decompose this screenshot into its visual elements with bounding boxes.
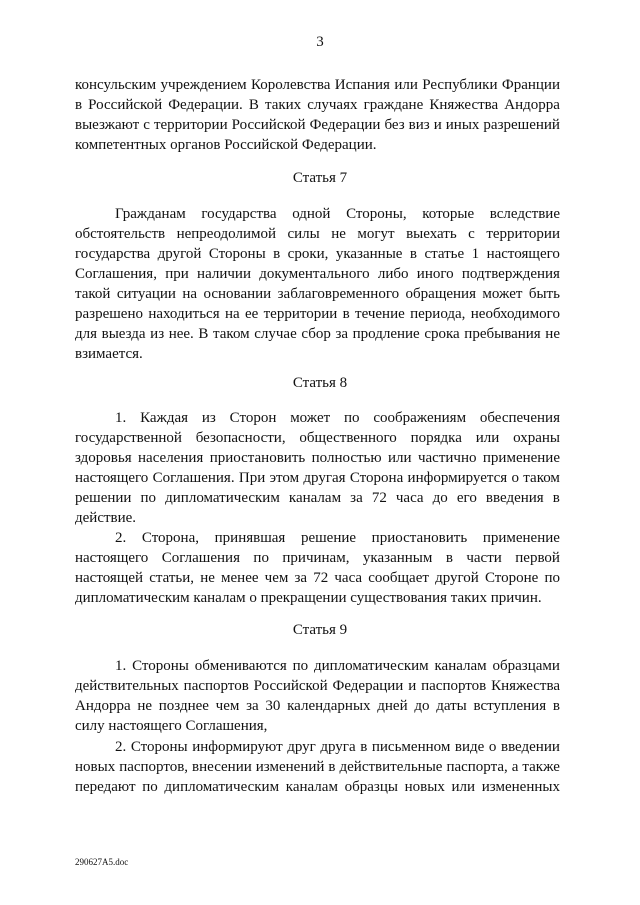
article-9-paragraph-1 — [75, 656, 560, 736]
text-line: дипломатическим каналам о прекращении существования таких причин. — [75, 590, 542, 606]
text-line: новых паспортов, внесении изменений в действительные паспорта, а также — [75, 759, 560, 775]
article-8-paragraph-1 — [75, 408, 560, 528]
text-line: в Российской Федерации. В таких случаях граждане Княжества Андорра — [75, 97, 560, 113]
text-line: обстоятельств непреодолимой силы не могут выехать с территории — [75, 226, 560, 242]
text-line: компетентных органов Российской Федерации. — [75, 137, 377, 153]
text-line: 2. Сторона, принявшая решение приостановить применение — [115, 530, 560, 546]
text-line: такой ситуации на основании заблаговременного обращения может быть — [75, 286, 560, 302]
article-8-paragraph-2 — [75, 528, 560, 608]
text-line: разрешено находиться на ее территории в течение периода, необходимого — [75, 306, 560, 322]
page-number: 3 — [316, 34, 324, 50]
article-9-paragraph-2 — [75, 737, 560, 797]
text-line: передают по дипломатическим каналам образцы новых или измененных — [75, 779, 560, 795]
text-line: действительных паспортов Российской Федерации и паспортов Княжества — [75, 678, 560, 694]
text-line: выезжают с территории Российской Федерации без виз и иных разрешений — [75, 117, 560, 133]
text-line: консульским учреждением Королевства Испания или Республики Франции — [75, 77, 560, 93]
document-filename: 290627A5.doc — [75, 857, 129, 867]
text-line: настоящего Соглашения по причинам, указанным в части первой — [75, 550, 560, 566]
text-line: силу настоящего Соглашения, — [75, 718, 268, 734]
text-line: настоящего Соглашения. При этом другая Сторона информируется о таком — [75, 470, 560, 486]
text-line: 1. Каждая из Сторон может по соображениям обеспечения — [115, 410, 560, 426]
text-line: Соглашения, при наличии документального либо иного подтверждения — [75, 266, 560, 282]
text-line: действие. — [75, 510, 137, 526]
text-line: 2. Стороны информируют друг друга в письменном виде о введении — [115, 739, 560, 755]
article-7-heading: Статья 7 — [292, 170, 348, 186]
text-line: 1. Стороны обмениваются по дипломатическим каналам образцами — [115, 658, 560, 674]
text-line: для выезда из нее. В таком случае сбор за продление срока пребывания не — [75, 326, 560, 342]
text-line: здоровья населения приостановить полностью или частично применение — [75, 450, 560, 466]
text-line: решении по дипломатическим каналам за 72 часа до его введения в — [75, 490, 560, 506]
text-line: настоящей статьи, не менее чем за 72 часа сообщает другой Стороне по — [75, 570, 560, 586]
article-7-paragraph — [75, 204, 560, 364]
article-8-heading: Статья 8 — [292, 375, 348, 391]
intro-paragraph — [75, 75, 560, 155]
text-line: государственной безопасности, общественного порядка или охраны — [75, 430, 560, 446]
text-line: Андорра не позднее чем за 30 календарных дней до даты вступления в — [75, 698, 560, 714]
text-line: Гражданам государства одной Стороны, которые вследствие — [115, 206, 560, 222]
text-line: взимается. — [75, 346, 143, 362]
article-9-heading: Статья 9 — [292, 622, 348, 638]
text-line: государства другой Стороны в сроки, указанные в статье 1 настоящего — [75, 246, 560, 262]
